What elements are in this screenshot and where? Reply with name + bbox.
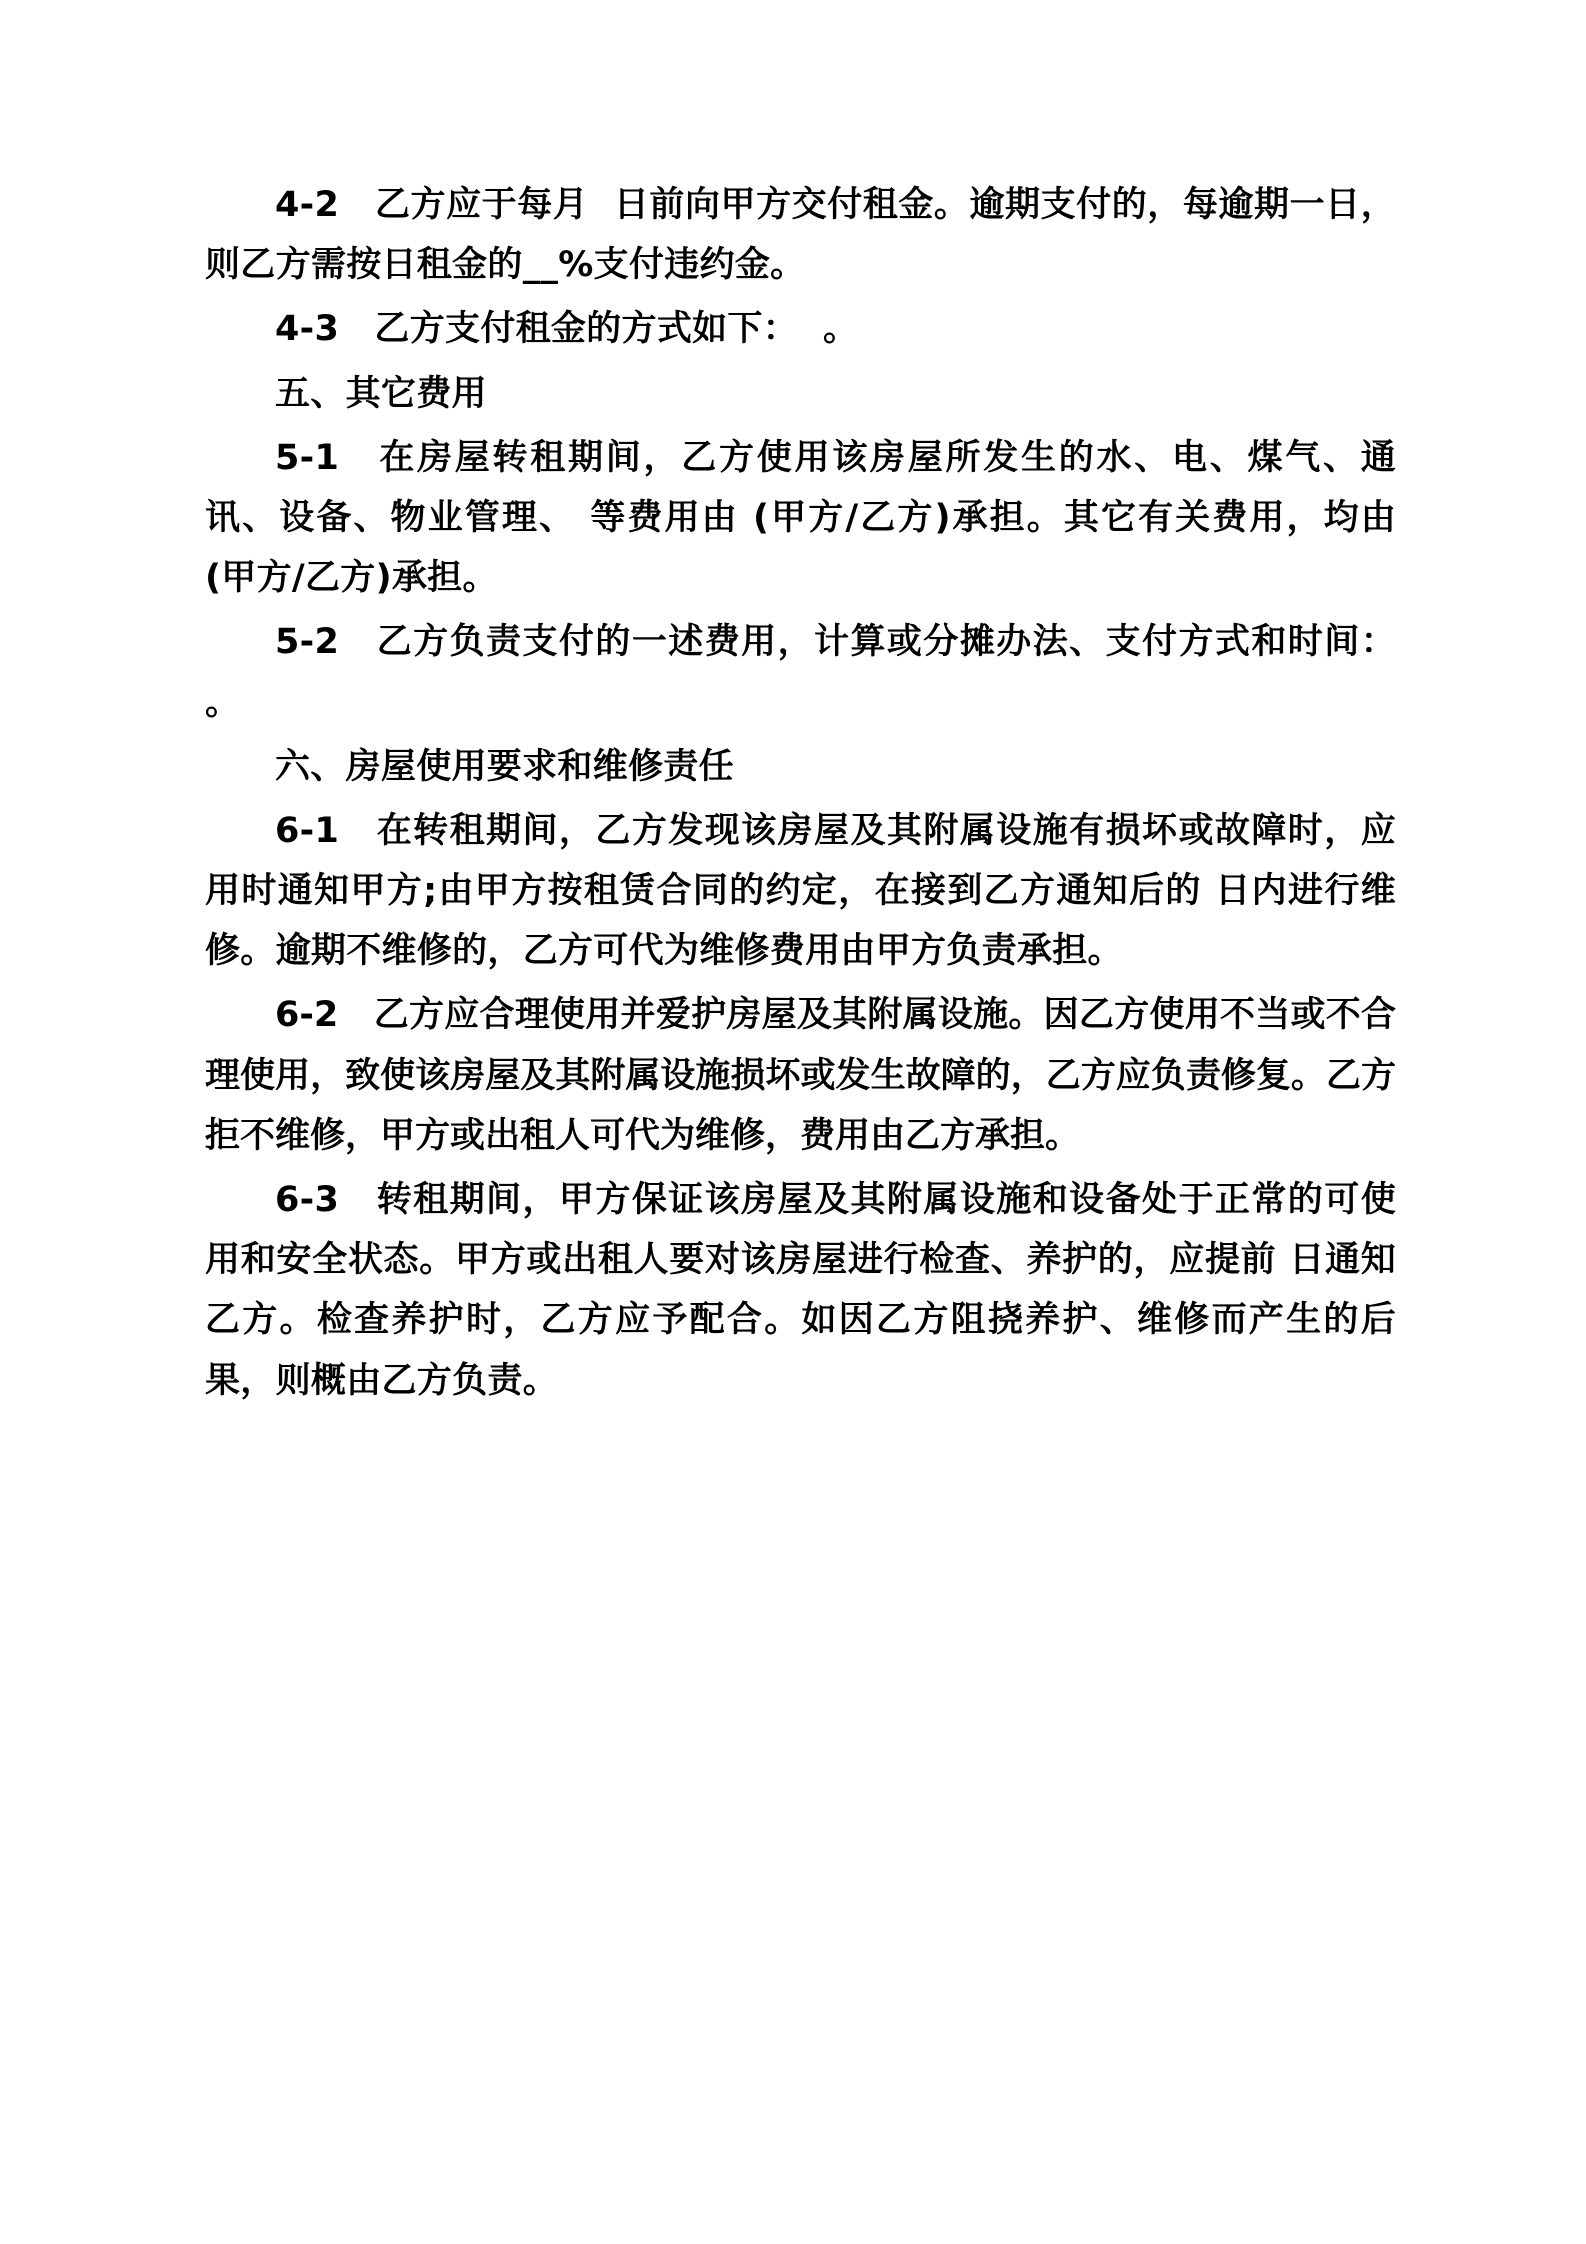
clause-6-3: 6-3 转租期间，甲方保证该房屋及其附属设施和设备处于正常的可使用和安全状态。甲方或出租人要对该房屋进行检查、养护的，应提前 日通知乙方。检查养护时，乙方应予配合。如因乙方阻挠养护、维修而产生的后果，则概由乙方负责。 [205,1180,1396,1401]
clause-5-2: 5-2 乙方负责支付的一述费用，计算或分摊办法、支付方式和时间： 。 [205,622,1421,723]
section-heading-five: 五、其它费用 [275,373,487,414]
clause-6-2: 6-2 乙方应合理使用并爱护房屋及其附属设施。因乙方使用不当或不合理使用，致使该房屋及其附属设施损坏或发生故障的，乙方应负责修复。乙方拒不维修，甲方或出租人可代为维修，费用由乙方承担。 [205,995,1396,1156]
section-heading-six: 六、房屋使用要求和维修责任 [275,746,734,787]
clause-4-2: 4-2 乙方应于每月 日前向甲方交付租金。逾期支付的，每逾期一日，则乙方需按日租金的__%支付违约金。 [205,185,1396,286]
document-body [205,175,1421,1411]
clause-4-3: 4-3 乙方支付租金的方式如下： 。 [275,309,859,350]
clause-6-1: 6-1 在转租期间，乙方发现该房屋及其附属设施有损坏或故障时，应用时通知甲方;由甲方按租赁合同的约定，在接到乙方通知后的 日内进行维修。逾期不维修的，乙方可代为维修费用由甲方负责承担。 [205,810,1396,972]
clause-5-1: 5-1 在房屋转租期间，乙方使用该房屋所发生的水、电、煤气、通讯、设备、物业管理、 等费用由 (甲方/乙方)承担。其它有关费用，均由 (甲方/乙方)承担。 [205,437,1409,599]
